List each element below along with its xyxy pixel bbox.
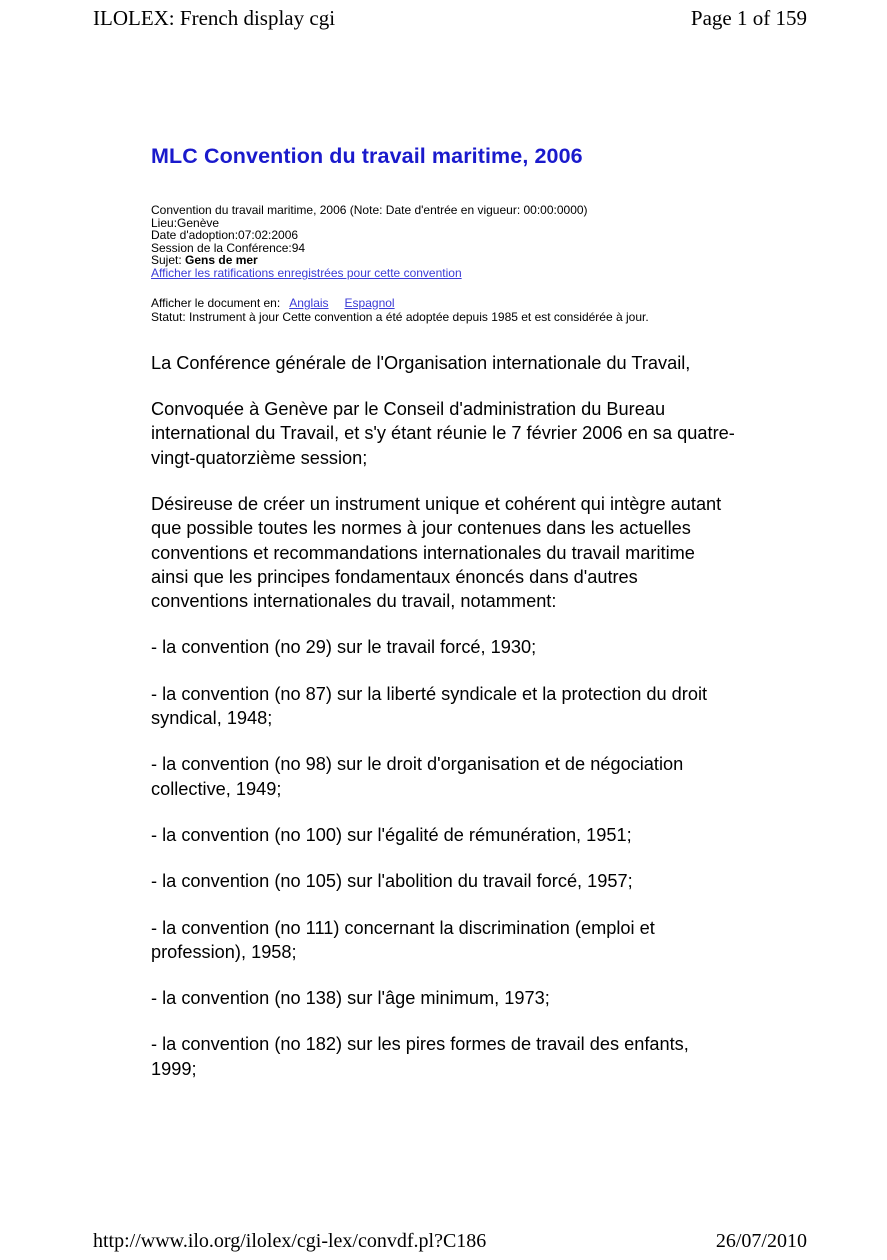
header-page-number: Page 1 of 159 bbox=[690, 6, 807, 30]
view-ratifications-link[interactable]: Afficher les ratifications enregistrées pour cette convention bbox=[151, 265, 462, 280]
ratifications-link-row bbox=[151, 267, 735, 280]
convention-metadata bbox=[151, 204, 735, 280]
paragraph: - la convention (no 182) sur les pires formes de travail des enfants, 1999; bbox=[151, 1034, 689, 1079]
metadata-full-title: Convention du travail maritime, 2006 (Note: Date d'entrée en vigueur: 00:00:0000) bbox=[151, 203, 588, 217]
footer-print-date: 26/07/2010 bbox=[715, 1230, 807, 1252]
paragraph: - la convention (no 138) sur l'âge minimum, 1973; bbox=[151, 988, 550, 1009]
paragraph: Convoquée à Genève par le Conseil d'administration du Bureau international du Travail, et s'y étant réunie le 7 février 2006 en sa quatre-vingt-quatorzième session; bbox=[151, 399, 735, 468]
page-running-footer bbox=[93, 1229, 807, 1253]
paragraph: - la convention (no 111) concernant la discrimination (emploi et profession), 1958; bbox=[151, 917, 655, 962]
paragraph: - la convention (no 98) sur le droit d'organisation et de négociation collective, 1949; bbox=[151, 754, 684, 799]
metadata-session: Session de la Conférence:94 bbox=[151, 240, 306, 255]
language-and-status-block bbox=[151, 297, 735, 324]
page-title: MLC Convention du travail maritime, 2006 bbox=[151, 144, 583, 168]
document-content bbox=[151, 143, 735, 1081]
language-selector-row bbox=[151, 297, 735, 310]
paragraph: - la convention (no 29) sur le travail forcé, 1930; bbox=[151, 637, 537, 658]
footer-source-url: http://www.ilo.org/ilolex/cgi-lex/convdf.pl?C186 bbox=[93, 1230, 487, 1252]
metadata-subject-label: Sujet: bbox=[151, 253, 186, 268]
paragraph: - la convention (no 87) sur la liberté syndicale et la protection du droit syndical, 1948; bbox=[151, 683, 708, 729]
paragraph: - la convention (no 100) sur l'égalité de rémunération, 1951; bbox=[151, 824, 632, 845]
language-selector-label: Afficher le document en: bbox=[151, 295, 281, 310]
metadata-adoption-date: Date d'adoption:07:02:2006 bbox=[151, 228, 299, 243]
language-link-anglais[interactable]: Anglais bbox=[289, 295, 329, 310]
paragraph: La Conférence générale de l'Organisation internationale du Travail, bbox=[151, 352, 691, 373]
paragraph: Désireuse de créer un instrument unique et cohérent qui intègre autant que possible toutes les normes à jour contenues dans les actuelles conventions et recommandations internationales du travail maritime ainsi que les principes fondamentaux énoncés dans d'autres conventions internationales du travail, notamment: bbox=[151, 493, 722, 612]
metadata-place: Lieu:Genève bbox=[151, 215, 220, 230]
page-running-header bbox=[93, 6, 807, 30]
convention-preamble-text bbox=[151, 351, 735, 1081]
paragraph: - la convention (no 105) sur l'abolition du travail forcé, 1957; bbox=[151, 871, 633, 892]
language-link-espagnol[interactable]: Espagnol bbox=[344, 295, 395, 310]
metadata-subject-value: Gens de mer bbox=[185, 253, 258, 268]
instrument-status-text: Statut: Instrument à jour Cette convention a été adoptée depuis 1985 et est considérée à jour. bbox=[151, 310, 649, 325]
header-document-title: ILOLEX: French display cgi bbox=[93, 6, 336, 30]
